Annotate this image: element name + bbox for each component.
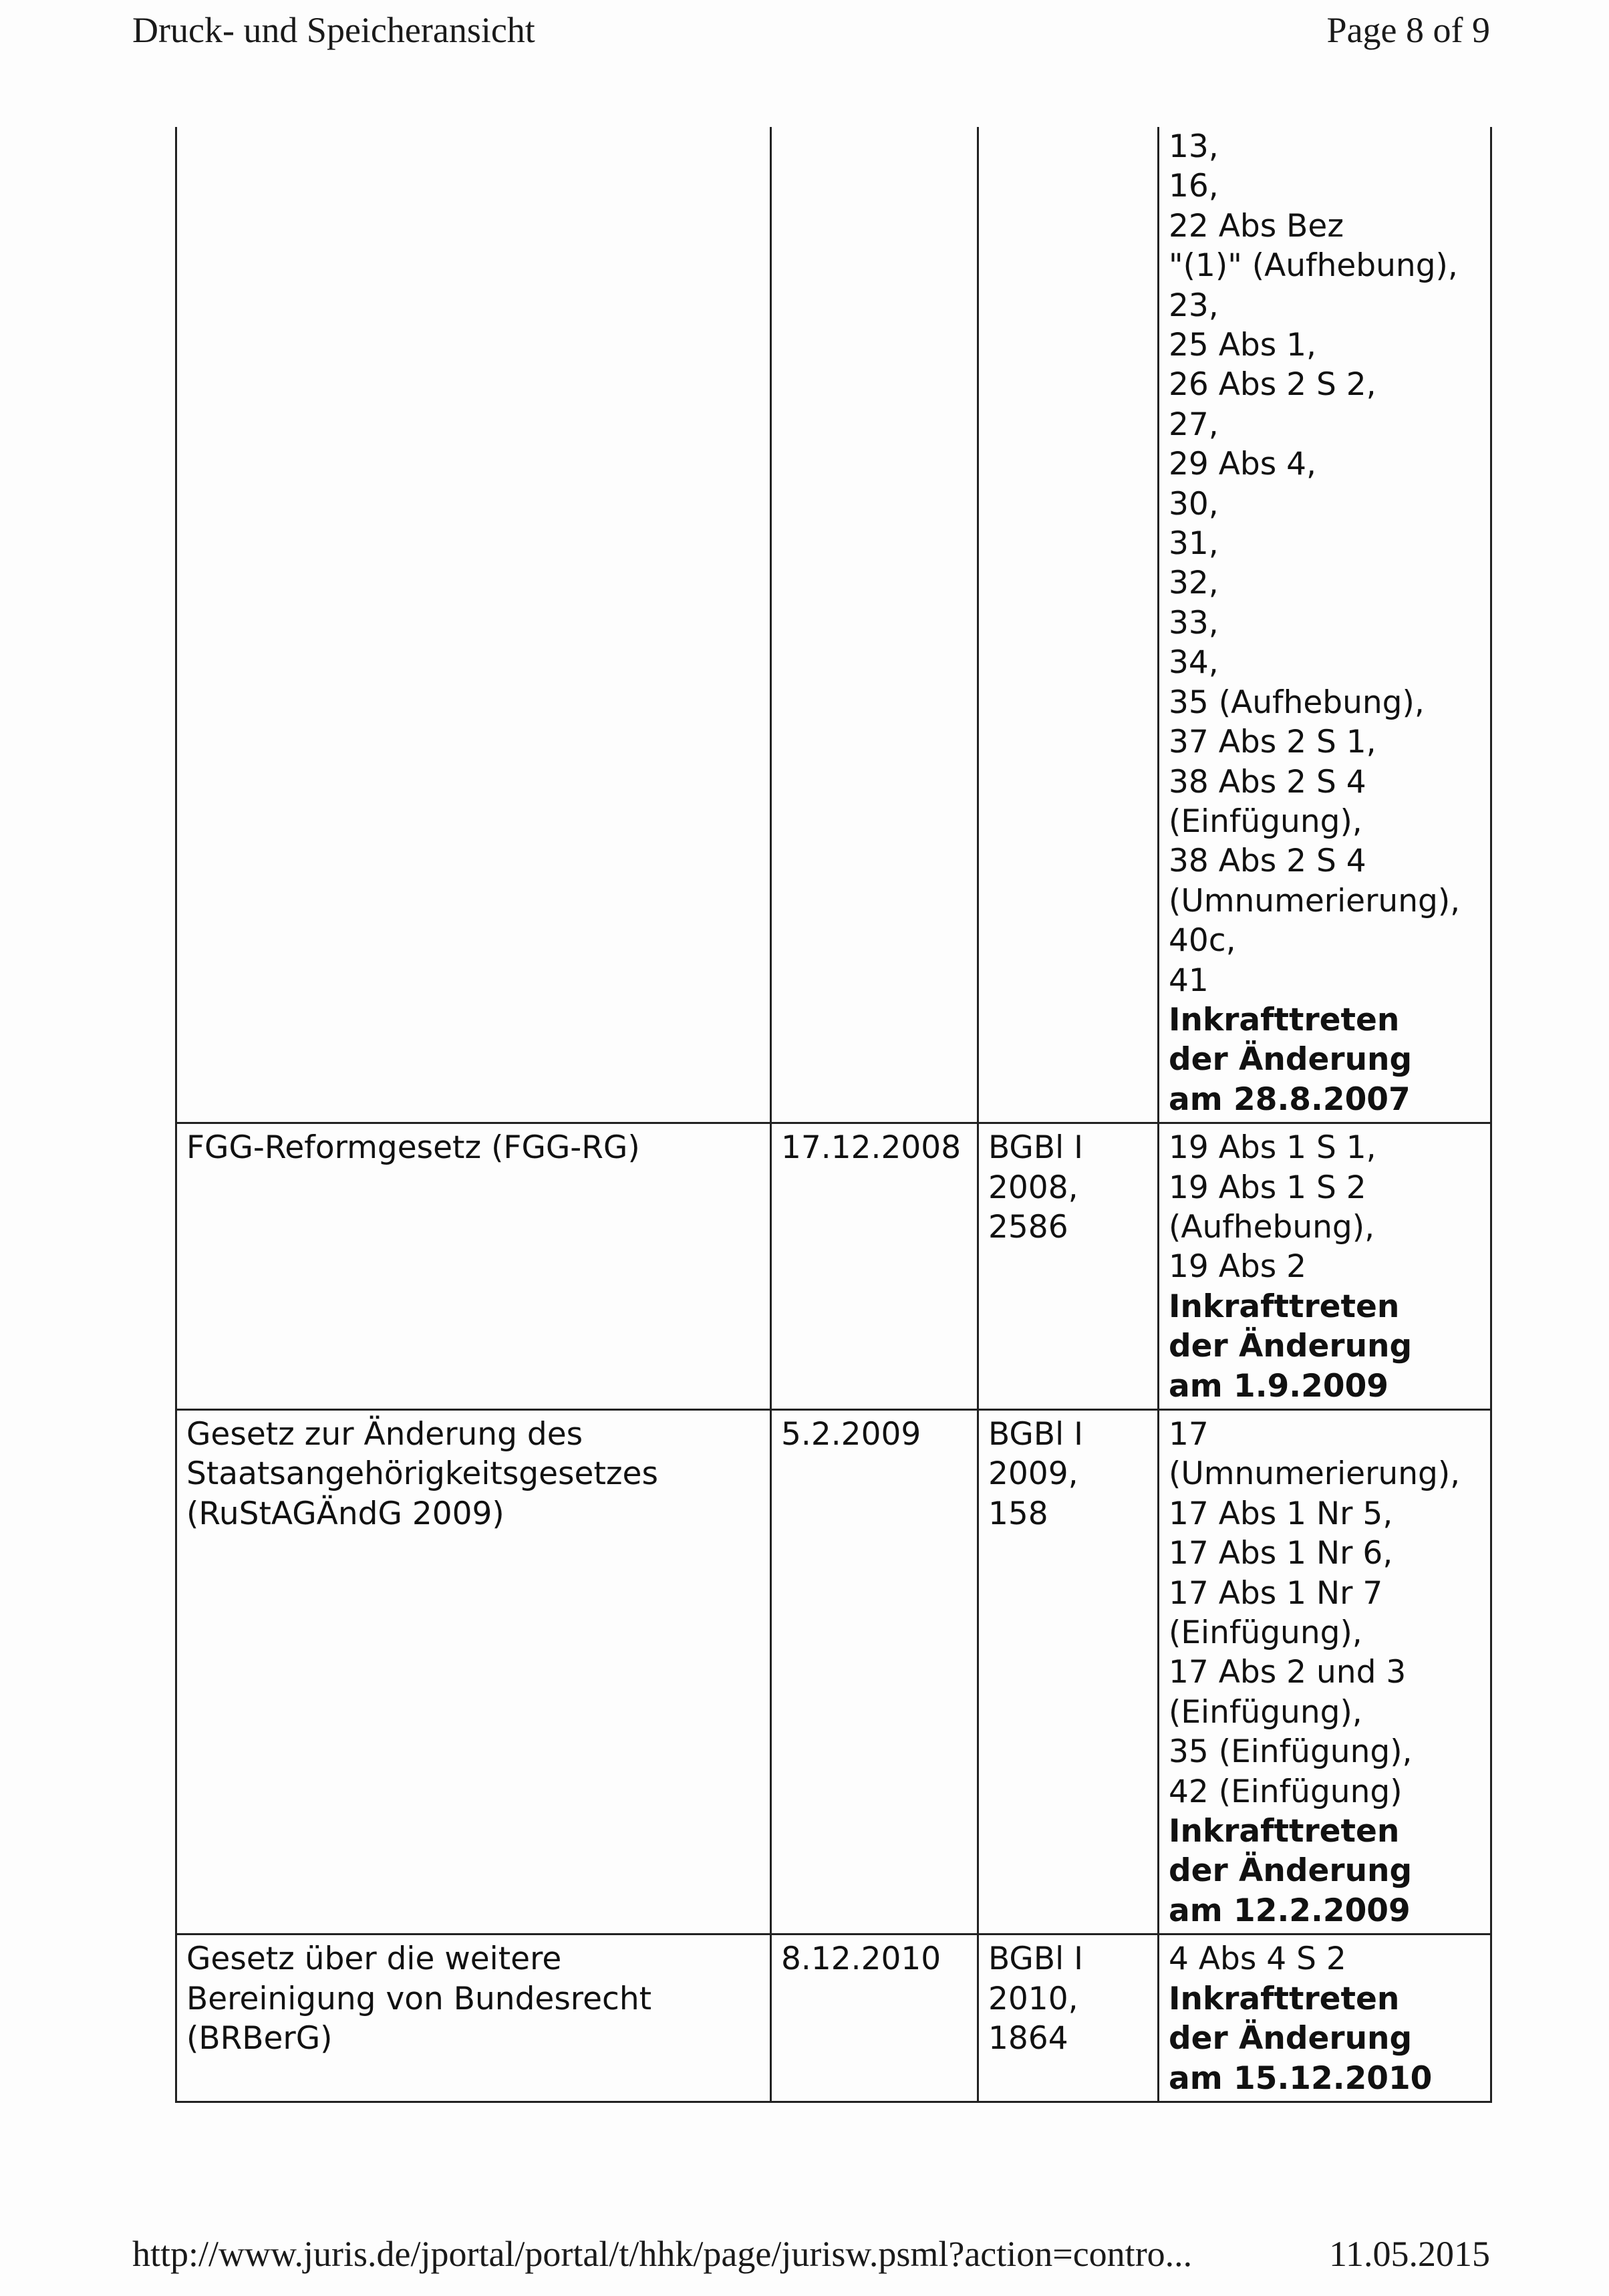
effective-date-line: Inkrafttreten bbox=[1169, 1001, 1400, 1038]
cell-line: Staatsangehörigkeitsgesetzes bbox=[186, 1455, 658, 1493]
cell-line: 41 bbox=[1169, 962, 1209, 999]
cell-line: 1864 bbox=[988, 2020, 1068, 2057]
issue-date-cell bbox=[771, 1123, 978, 1410]
cell-line: 35 (Aufhebung), bbox=[1169, 684, 1425, 721]
issue-date: 17.12.2008 bbox=[781, 1129, 962, 1167]
cell-line: BGBl I bbox=[988, 1941, 1083, 1978]
effective-date-line: Inkrafttreten bbox=[1169, 1813, 1400, 1850]
effective-date-line: der Änderung bbox=[1169, 1041, 1413, 1079]
cell-line: 38 Abs 2 S 4 bbox=[1169, 843, 1366, 880]
cell-line: 40c, bbox=[1169, 922, 1236, 960]
cell-line: 27, bbox=[1169, 406, 1219, 443]
table-row bbox=[176, 1123, 1491, 1410]
law-name-cell bbox=[176, 1123, 771, 1410]
cell-line: (Einfügung), bbox=[1169, 1693, 1362, 1731]
cell-line: 29 Abs 4, bbox=[1169, 446, 1317, 483]
gazette-reference-cell bbox=[978, 1123, 1159, 1410]
changed-provisions-cell bbox=[1159, 1934, 1491, 2102]
cell-line: 32, bbox=[1169, 565, 1219, 602]
cell-line: 42 (Einfügung) bbox=[1169, 1773, 1403, 1810]
gazette-reference-cell bbox=[978, 1410, 1159, 1934]
cell-line: 19 Abs 1 S 1, bbox=[1169, 1129, 1376, 1167]
cell-line: 2009, bbox=[988, 1455, 1078, 1493]
issue-date-cell bbox=[771, 1934, 978, 2102]
issue-date-cell bbox=[771, 127, 978, 1123]
effective-date-line: am 28.8.2007 bbox=[1169, 1081, 1411, 1118]
effective-date-line: der Änderung bbox=[1169, 1852, 1413, 1890]
cell-line: FGG-Reformgesetz (FGG-RG) bbox=[186, 1129, 640, 1167]
cell-line: 25 Abs 1, bbox=[1169, 327, 1317, 364]
page-number: Page 8 of 9 bbox=[1326, 10, 1490, 50]
law-name-cell bbox=[176, 1410, 771, 1934]
cell-line: (Aufhebung), bbox=[1169, 1208, 1375, 1246]
cell-line: 17 bbox=[1169, 1416, 1209, 1453]
cell-line: 2010, bbox=[988, 1980, 1078, 2017]
cell-line: (BRBerG) bbox=[186, 2020, 333, 2057]
cell-line: Gesetz über die weitere bbox=[186, 1941, 562, 1978]
footer-date: 11.05.2015 bbox=[1329, 2234, 1490, 2274]
amendments-table bbox=[175, 127, 1492, 2103]
footer-url: http://www.juris.de/jportal/portal/t/hhk/page/jurisw.psml?action=contro... bbox=[132, 2234, 1193, 2274]
cell-line: 13, bbox=[1169, 128, 1219, 165]
law-name-cell bbox=[176, 1934, 771, 2102]
cell-line: 34, bbox=[1169, 644, 1219, 682]
cell-line: 17 Abs 1 Nr 7 bbox=[1169, 1574, 1383, 1612]
cell-line: 17 Abs 2 und 3 bbox=[1169, 1654, 1407, 1691]
cell-line: 38 Abs 2 S 4 bbox=[1169, 763, 1366, 801]
cell-line: (Umnumerierung), bbox=[1169, 882, 1461, 919]
changed-provisions-cell bbox=[1159, 1410, 1491, 1934]
effective-date-line: der Änderung bbox=[1169, 2020, 1413, 2057]
cell-line: (Einfügung), bbox=[1169, 1614, 1362, 1652]
cell-line: 23, bbox=[1169, 287, 1219, 324]
cell-line: 17 Abs 1 Nr 5, bbox=[1169, 1495, 1393, 1532]
table-row bbox=[176, 127, 1491, 1123]
issue-date: 8.12.2010 bbox=[781, 1941, 941, 1978]
cell-line: 2586 bbox=[988, 1208, 1068, 1246]
cell-line: 33, bbox=[1169, 604, 1219, 641]
cell-line: BGBl I bbox=[988, 1129, 1083, 1167]
effective-date-line: am 15.12.2010 bbox=[1169, 2059, 1433, 2097]
amendments-table-body bbox=[176, 127, 1491, 2102]
cell-line: 26 Abs 2 S 2, bbox=[1169, 366, 1376, 404]
cell-line: 37 Abs 2 S 1, bbox=[1169, 724, 1376, 761]
cell-line: 19 Abs 2 bbox=[1169, 1248, 1307, 1286]
print-view-title: Druck- und Speicheransicht bbox=[132, 10, 535, 50]
cell-line: 158 bbox=[988, 1495, 1048, 1532]
table-row bbox=[176, 1410, 1491, 1934]
cell-line: 30, bbox=[1169, 485, 1219, 523]
issue-date: 5.2.2009 bbox=[781, 1416, 921, 1453]
cell-line: (Einfügung), bbox=[1169, 803, 1362, 840]
cell-line: 35 (Einfügung), bbox=[1169, 1733, 1413, 1771]
gazette-reference-cell bbox=[978, 127, 1159, 1123]
effective-date-line: Inkrafttreten bbox=[1169, 1288, 1400, 1325]
cell-line: (RuStAGÄndG 2009) bbox=[186, 1495, 504, 1532]
cell-line: Bereinigung von Bundesrecht bbox=[186, 1980, 652, 2017]
cell-line: 22 Abs Bez bbox=[1169, 207, 1344, 245]
cell-line: 4 Abs 4 S 2 bbox=[1169, 1941, 1346, 1978]
changed-provisions-cell bbox=[1159, 127, 1491, 1123]
effective-date-line: der Änderung bbox=[1169, 1328, 1413, 1365]
cell-line: 31, bbox=[1169, 525, 1219, 563]
gazette-reference-cell bbox=[978, 1934, 1159, 2102]
issue-date-cell bbox=[771, 1410, 978, 1934]
effective-date-line: Inkrafttreten bbox=[1169, 1980, 1400, 2017]
effective-date-line: am 1.9.2009 bbox=[1169, 1367, 1388, 1405]
cell-line: 17 Abs 1 Nr 6, bbox=[1169, 1535, 1393, 1572]
cell-line: 16, bbox=[1169, 168, 1219, 205]
cell-line: 19 Abs 1 S 2 bbox=[1169, 1169, 1366, 1206]
table-row bbox=[176, 1934, 1491, 2102]
cell-line: 2008, bbox=[988, 1169, 1078, 1206]
law-name-cell bbox=[176, 127, 771, 1123]
cell-line: Gesetz zur Änderung des bbox=[186, 1416, 583, 1453]
effective-date-line: am 12.2.2009 bbox=[1169, 1892, 1411, 1929]
cell-line: (Umnumerierung), bbox=[1169, 1455, 1461, 1493]
cell-line: "(1)" (Aufhebung), bbox=[1169, 247, 1458, 285]
cell-line: BGBl I bbox=[988, 1416, 1083, 1453]
changed-provisions-cell bbox=[1159, 1123, 1491, 1410]
